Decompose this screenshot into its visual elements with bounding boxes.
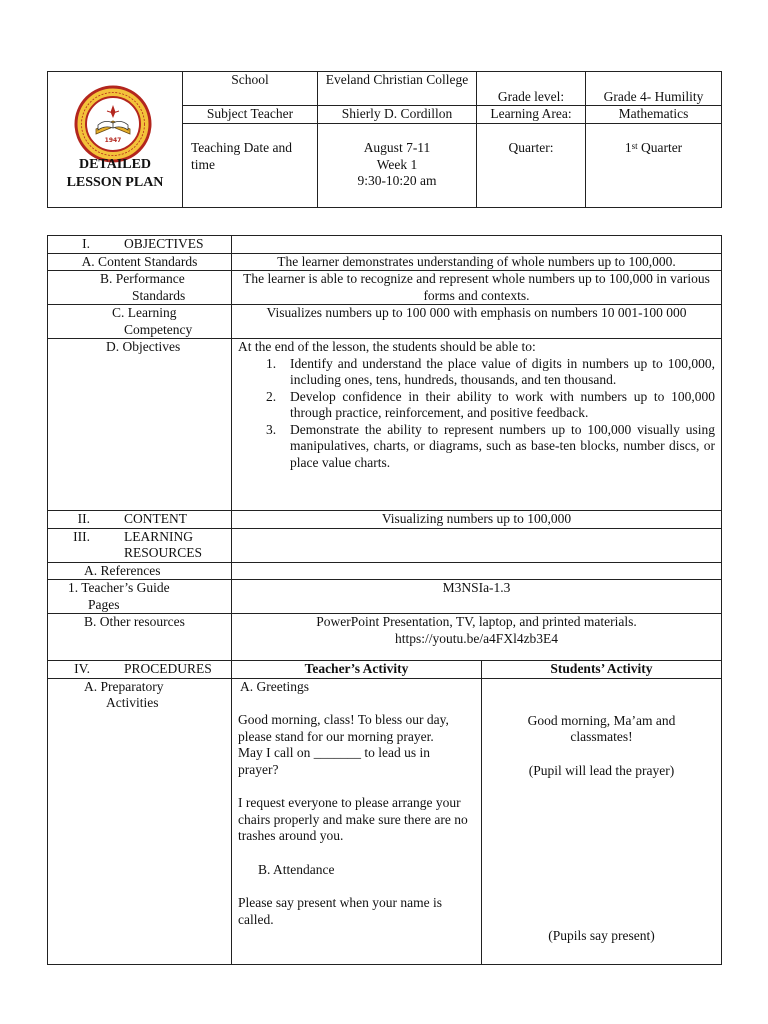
performance-standards-label: B. Performance Standards [48, 271, 232, 305]
greeting-text: Good morning, class! To bless our day, please stand for our morning prayer. [238, 712, 449, 744]
other-resources-value: PowerPoint Presentation, TV, laptop, and printed materials. https://youtu.be/a4FXl4zb3E4 [232, 614, 722, 661]
prayer-request-text: May I call on _______ to lead us in prayer? [238, 745, 430, 777]
attendance-heading: B. Attendance [258, 861, 335, 877]
procedures-heading: IV. PROCEDURES [48, 661, 232, 679]
references-label: A. References [48, 562, 232, 580]
teacher-value: Shierly D. Cordillon [318, 106, 477, 124]
student-prayer: (Pupil will lead the prayer) [528, 762, 675, 778]
greetings-heading: A. Greetings [240, 678, 309, 694]
document-title: DETAILED LESSON PLAN [66, 157, 164, 190]
content-standards-label: A. Content Standards [48, 253, 232, 271]
school-value: Eveland Christian College [318, 72, 477, 106]
student-present: (Pupils say present) [548, 927, 655, 943]
quarter-label: Quarter: [477, 124, 586, 208]
objectives-heading: I. OBJECTIVES [48, 236, 232, 254]
teacher-activity-header: Teacher’s Activity [232, 661, 482, 679]
learning-competency-value: Visualizes numbers up to 100 000 with emphasis on numbers 10 001-100 000 [232, 305, 722, 339]
seal-year: 1947 [104, 137, 122, 144]
objective-item: 1. Identify and understand the place value of digits in numbers up to 100,000, including ones, tens, hundreds, thousands, and ten thousand. [266, 355, 715, 387]
preparatory-activities-label: A. Preparatory Activities [48, 678, 232, 964]
lesson-table [47, 235, 722, 965]
student-greeting: Good morning, Ma’am and classmates! [527, 712, 676, 744]
area-value: Mathematics [586, 106, 722, 124]
school-seal [74, 85, 152, 163]
logo-cell [48, 72, 183, 208]
header-table [47, 71, 722, 208]
learning-competency-label: C. Learning Competency [48, 305, 232, 339]
student-activity-cell [482, 678, 722, 964]
objectives-label: D. Objectives [48, 339, 232, 511]
arrange-chairs-text: I request everyone to please arrange your chairs properly and make sure there are no trashes around you. [238, 795, 468, 843]
grade-value: Grade 4- Humility [586, 72, 722, 106]
content-value: Visualizing numbers up to 100,000 [232, 511, 722, 529]
objective-item: 3. Demonstrate the ability to represent numbers up to 100,000 visually using manipulatives, charts, or diagrams, such as base-ten blocks, number discs, or place value charts. [266, 421, 715, 470]
student-activity-header: Students’ Activity [482, 661, 722, 679]
resources-heading: III. LEARNING RESOURCES [48, 528, 232, 562]
area-label: Learning Area: [477, 106, 586, 124]
objectives-body [232, 339, 722, 511]
other-resources-label: B. Other resources [48, 614, 232, 661]
content-standards-value: The learner demonstrates understanding of whole numbers up to 100,000. [232, 253, 722, 271]
attendance-text: Please say present when your name is called. [238, 895, 442, 927]
quarter-value: 1st Quarter [586, 124, 722, 208]
video-link[interactable]: https://youtu.be/a4FXl4zb3E4 [394, 630, 559, 646]
grade-label: Grade level: [477, 72, 586, 106]
objective-item: 2. Develop confidence in their ability to work with numbers up to 100,000 through practice, reinforcement, and positive feedback. [266, 388, 715, 420]
teachers-guide-label: 1. Teacher’s Guide Pages [48, 580, 232, 614]
performance-standards-value: The learner is able to recognize and represent whole numbers up to 100,000 in various forms and contexts. [232, 271, 722, 305]
date-label: Teaching Date and time [183, 124, 318, 208]
objectives-heading-row [48, 236, 722, 254]
teacher-label: Subject Teacher [183, 106, 318, 124]
teachers-guide-value: M3NSIa-1.3 [232, 580, 722, 614]
objectives-list [238, 356, 721, 472]
content-heading: II. CONTENT [48, 511, 232, 529]
date-value: August 7-11 Week 1 9:30-10:20 am [318, 124, 477, 208]
teacher-activity-cell [232, 678, 482, 964]
school-label: School [183, 72, 318, 106]
objectives-intro: At the end of the lesson, the students should be able to: [238, 339, 536, 354]
